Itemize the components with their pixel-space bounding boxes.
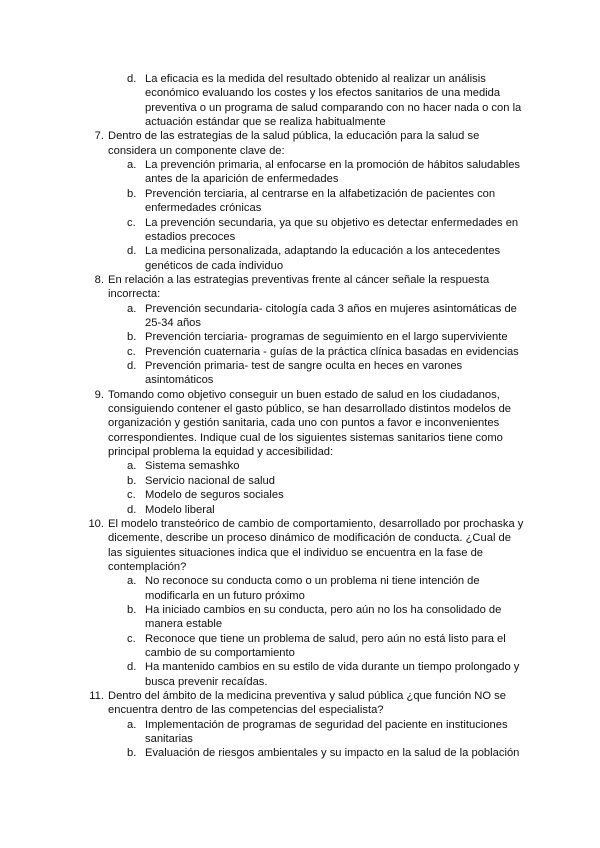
question-stem-line: las siguientes situaciones indica que el individuo se encuentra en la fase de	[108, 546, 484, 559]
option-text-line: antes de la aparición de enfermedades	[145, 173, 339, 186]
option-text-line: enfermedades crónicas	[145, 202, 262, 215]
option-text-line: Prevención primaria- test de sangre oculta en heces en varones	[145, 360, 463, 372]
option-letter: a.	[127, 718, 137, 731]
option-text-line: Sistema semashko	[145, 460, 240, 473]
option-text-line: busca prevenir recaídas.	[145, 675, 268, 688]
option-letter: c.	[127, 345, 136, 358]
option-letter: b.	[127, 187, 137, 200]
question-stem-line: considera un componente clave de:	[108, 144, 285, 157]
option-text-line: Prevención terciaria, al centrarse en la alfabetización de pacientes con	[145, 187, 496, 200]
option-letter: d.	[127, 73, 137, 85]
option-letter: b.	[127, 747, 137, 760]
option-letter: b.	[127, 603, 137, 616]
question-stem-line: El modelo transteórico de cambio de comportamiento, desarrollado por prochaska y	[108, 517, 524, 530]
option-text-line: manera estable	[145, 618, 223, 631]
option-text-line: modificarla en un futuro próximo	[145, 589, 305, 602]
option-letter: a.	[127, 159, 137, 172]
question-stem-line: consiguiendo contener el gasto público, se han desarrollado distintos modelos de	[108, 403, 512, 416]
option-text-line: asintomáticos	[145, 374, 214, 387]
option-text-line: económico evaluando los costes y los efectos sanitarios de una medida	[145, 87, 501, 100]
option-text-line: 25-34 años	[145, 316, 201, 329]
option-letter: c.	[127, 216, 136, 229]
option-letter: a.	[127, 302, 137, 315]
question-stem-line: Tomando como objetivo conseguir un buen estado de salud en los ciudadanos,	[108, 388, 500, 401]
option-text-line: La prevención secundaria, ya que su objetivo es detectar enfermedades en	[145, 216, 519, 229]
question-number: 8.	[94, 273, 104, 286]
option-text-line: Prevención secundaria- citología cada 3 años en mujeres asintomáticas de	[145, 302, 517, 315]
option-letter: d.	[127, 360, 137, 372]
option-text-line: Reconoce que tiene un problema de salud, pero aún no está listo para el	[145, 632, 506, 645]
option-text-line: Ha iniciado cambios en su conducta, pero aún no los ha consolidado de	[145, 603, 502, 616]
option-text-line: Modelo liberal	[145, 503, 215, 516]
option-text-line: Implementación de programas de seguridad del paciente en instituciones	[145, 718, 508, 731]
option-text-line: preventiva o un programa de salud comparando con no hacer nada o con la	[145, 101, 522, 114]
question-stem-line: organización y gestión sanitaria, cada uno con puntos a favor e inconvenientes	[108, 417, 500, 430]
option-text-line: La eficacia es la medida del resultado obtenido al realizar un análisis	[145, 73, 486, 85]
option-text-line: Prevención terciaria- programas de seguimiento en el largo superviviente	[145, 331, 508, 344]
option-text-line: actuación estándar que se realiza habitualmente	[145, 116, 386, 129]
question-stem-line: En relación a las estrategias preventivas frente al cáncer señale la respuesta	[108, 273, 490, 286]
option-text-line: genéticos de cada individuo	[145, 259, 284, 272]
question-stem-line: dicemente, describe un proceso dinámico de modificación de conducta. ¿Cual de	[108, 532, 511, 545]
question-stem-line: principal problema la equidad y accesibilidad:	[108, 446, 334, 459]
option-letter: b.	[127, 331, 137, 344]
option-text-line: cambio de su comportamiento	[145, 647, 295, 659]
question-number: 9.	[94, 388, 104, 401]
option-letter: a.	[127, 575, 137, 588]
option-letter: d.	[127, 503, 137, 516]
option-text-line: La medicina personalizada, adaptando la educación a los antecedentes	[145, 245, 501, 258]
question-stem-line: contemplación?	[108, 560, 187, 573]
option-letter: b.	[127, 474, 137, 487]
option-letter: a.	[127, 460, 137, 473]
question-number: 11.	[89, 690, 104, 703]
question-number: 10.	[88, 517, 104, 530]
question-stem-line: correspondientes. Indique cual de los siguientes sistemas sanitarios tiene como	[108, 431, 503, 444]
option-letter: d.	[127, 245, 137, 258]
question-stem-line: Dentro del ámbito de la medicina preventiva y salud pública ¿que función NO se	[108, 690, 506, 703]
question-stem-line: Dentro de las estrategias de la salud pública, la educación para la salud se	[108, 130, 480, 143]
option-text-line: estadios precoces	[145, 230, 236, 243]
option-text-line: Evaluación de riesgos ambientales y su impacto en la salud de la población	[145, 747, 520, 760]
option-text-line: Servicio nacional de salud	[145, 474, 275, 487]
question-stem-line: encuentra dentro de las competencias del especialista?	[108, 704, 384, 717]
option-text-line: La prevención primaria, al enfocarse en la promoción de hábitos saludables	[145, 159, 521, 172]
option-text-line: Prevención cuaternaria - guías de la práctica clínica basadas en evidencias	[145, 345, 519, 358]
option-text-line: No reconoce su conducta como o un problema ni tiene intención de	[145, 575, 480, 588]
option-letter: c.	[127, 489, 136, 502]
question-number: 7.	[94, 130, 104, 143]
option-letter: c.	[127, 632, 136, 645]
option-text-line: sanitarias	[145, 733, 193, 746]
option-text-line: Modelo de seguros sociales	[145, 489, 284, 502]
option-text-line: Ha mantenido cambios en su estilo de vida durante un tiempo prolongado y	[145, 661, 520, 674]
option-letter: d.	[127, 661, 137, 674]
question-stem-line: incorrecta:	[108, 288, 161, 301]
